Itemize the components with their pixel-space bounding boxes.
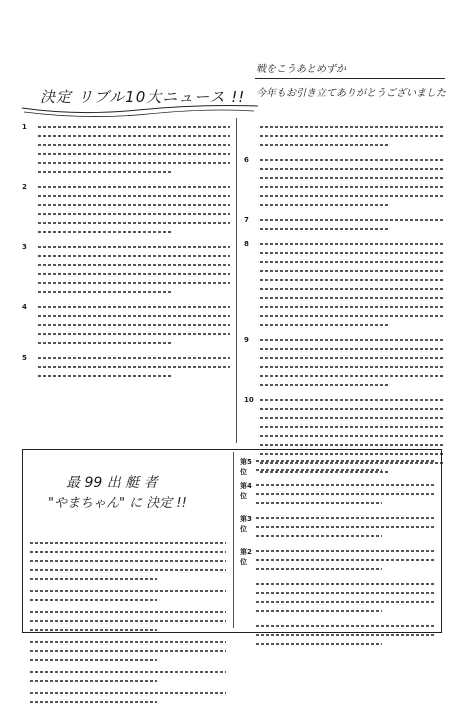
news-left-item-number: 4 — [22, 303, 27, 311]
text-line — [38, 253, 230, 259]
ranking-item-text — [256, 548, 436, 572]
text-line — [38, 289, 172, 295]
text-line — [30, 627, 157, 633]
ranking-item-number: 第5位 — [240, 458, 252, 476]
text-line — [260, 166, 444, 172]
feature-paragraph — [30, 639, 226, 663]
text-line — [260, 268, 444, 274]
text-line — [260, 184, 444, 190]
text-line — [260, 373, 444, 379]
text-line — [260, 382, 389, 388]
news-left-item-text — [38, 124, 230, 175]
text-line — [30, 558, 226, 564]
text-line — [38, 244, 230, 250]
text-line — [38, 184, 230, 190]
header-subtitle-top: 戦をこうあとめずか — [256, 64, 346, 75]
text-line — [260, 433, 444, 439]
text-line — [30, 648, 226, 654]
feature-column-right — [240, 458, 436, 656]
news-right-item — [244, 157, 444, 208]
ranking-item-number: 第4位 — [240, 482, 252, 500]
text-line — [260, 259, 444, 265]
news-right-item — [244, 241, 444, 328]
text-line — [256, 491, 436, 497]
text-line — [260, 124, 444, 130]
ranking-item-number: 第2位 — [240, 548, 252, 566]
text-line — [256, 566, 382, 572]
news-right-item-number: 9 — [244, 336, 249, 344]
text-line — [260, 364, 444, 370]
ranking-item-number: 第3位 — [240, 515, 252, 533]
text-line — [256, 608, 382, 614]
news-left-item-text — [38, 244, 230, 295]
text-line — [38, 151, 230, 157]
text-line — [30, 588, 226, 594]
news-left-item-text — [38, 304, 230, 346]
news-right-item-number: 7 — [244, 216, 249, 224]
text-line — [260, 313, 444, 319]
news-left-item-text — [38, 355, 230, 379]
feature-paragraph — [30, 609, 226, 633]
text-line — [30, 609, 226, 615]
text-line — [256, 515, 436, 521]
text-line — [256, 533, 382, 539]
news-left-item — [22, 355, 230, 379]
text-line — [260, 175, 444, 181]
text-line — [30, 540, 226, 546]
text-line — [260, 286, 444, 292]
text-line — [256, 590, 436, 596]
text-line — [30, 567, 226, 573]
news-right-item — [244, 337, 444, 388]
news-right-item — [244, 124, 444, 148]
text-line — [260, 241, 444, 247]
text-line — [260, 142, 389, 148]
ranking-item — [240, 458, 436, 476]
text-line — [260, 406, 444, 412]
ranking-item-text — [256, 623, 436, 647]
text-line — [30, 639, 226, 645]
news-left-item-text — [38, 184, 230, 235]
text-line — [260, 250, 444, 256]
news-right-item-text — [260, 157, 444, 208]
news-right-item-number: 10 — [244, 396, 254, 404]
ranking-item-text — [256, 482, 436, 506]
text-line — [260, 346, 444, 352]
news-left-item — [22, 124, 230, 175]
header-rule — [255, 78, 445, 79]
text-line — [256, 632, 436, 638]
ranking-item-text — [256, 581, 436, 614]
text-line — [260, 397, 444, 403]
text-line — [38, 142, 230, 148]
feature-subtitle: "やまちゃん" に 決定 !! — [48, 496, 187, 511]
news-column-left — [22, 124, 230, 388]
text-line — [38, 280, 230, 286]
text-line — [30, 597, 157, 603]
text-line — [260, 157, 444, 163]
text-line — [38, 355, 230, 361]
text-line — [30, 699, 157, 705]
text-line — [260, 355, 444, 361]
text-line — [30, 549, 226, 555]
text-line — [38, 331, 230, 337]
text-line — [260, 217, 444, 223]
text-line — [30, 618, 226, 624]
text-line — [260, 226, 389, 232]
feature-paragraph — [30, 540, 226, 582]
text-line — [256, 548, 436, 554]
feature-paragraph — [30, 690, 226, 705]
news-left-item-number: 2 — [22, 183, 27, 191]
news-left-item-number: 5 — [22, 354, 27, 362]
text-line — [30, 576, 157, 582]
text-line — [260, 415, 444, 421]
news-right-item-number: 6 — [244, 156, 249, 164]
text-line — [30, 690, 226, 696]
text-line — [38, 262, 230, 268]
text-line — [256, 623, 436, 629]
text-line — [260, 337, 444, 343]
ranking-item — [240, 548, 436, 572]
news-right-item-text — [260, 124, 444, 148]
text-line — [38, 211, 230, 217]
text-line — [256, 557, 436, 563]
text-line — [30, 669, 226, 675]
ranking-item-text — [256, 458, 436, 473]
ranking-item — [240, 581, 436, 614]
text-line — [260, 322, 389, 328]
text-line — [38, 313, 230, 319]
text-line — [38, 169, 172, 175]
header-subtitle-bottom: 今年もお引き立てありがとうございました — [256, 88, 446, 99]
ranking-item — [240, 515, 436, 539]
ranking-item — [240, 623, 436, 647]
news-right-item-text — [260, 337, 444, 388]
feature-column-divider — [233, 452, 234, 628]
news-right-item-text — [260, 217, 444, 232]
text-line — [260, 424, 444, 430]
text-line — [38, 373, 172, 379]
feature-paragraph — [30, 669, 226, 684]
news-left-item-number: 1 — [22, 123, 27, 131]
text-line — [38, 193, 230, 199]
text-line — [38, 220, 230, 226]
text-line — [260, 193, 444, 199]
text-line — [38, 340, 172, 346]
news-left-item — [22, 184, 230, 235]
text-line — [260, 295, 444, 301]
feature-paragraph — [30, 588, 226, 603]
ranking-item — [240, 482, 436, 506]
news-right-item-number: 8 — [244, 240, 249, 248]
newsletter-title: 決定 リブル10大ニュース !! — [40, 88, 246, 106]
text-line — [30, 657, 157, 663]
text-line — [38, 322, 230, 328]
text-line — [260, 304, 444, 310]
news-left-item-number: 3 — [22, 243, 27, 251]
news-left-item — [22, 304, 230, 346]
column-divider — [236, 118, 237, 443]
text-line — [38, 364, 230, 370]
text-line — [38, 124, 230, 130]
text-line — [30, 678, 157, 684]
text-line — [256, 500, 382, 506]
text-line — [260, 277, 444, 283]
news-right-item-text — [260, 241, 444, 328]
text-line — [256, 482, 436, 488]
text-line — [38, 202, 230, 208]
text-line — [260, 442, 444, 448]
text-line — [38, 133, 230, 139]
text-line — [256, 599, 436, 605]
text-line — [260, 133, 444, 139]
text-line — [38, 304, 230, 310]
news-left-item — [22, 244, 230, 295]
text-line — [256, 458, 436, 464]
news-column-right — [244, 124, 444, 484]
feature-column-left — [30, 540, 226, 711]
text-line — [256, 581, 436, 587]
text-line — [260, 202, 389, 208]
text-line — [38, 229, 172, 235]
ranking-item-text — [256, 515, 436, 539]
text-line — [256, 524, 436, 530]
text-line — [38, 160, 230, 166]
feature-title: 最 99 出 艇 者 — [66, 475, 158, 491]
text-line — [256, 467, 382, 473]
text-line — [38, 271, 230, 277]
news-right-item — [244, 217, 444, 232]
